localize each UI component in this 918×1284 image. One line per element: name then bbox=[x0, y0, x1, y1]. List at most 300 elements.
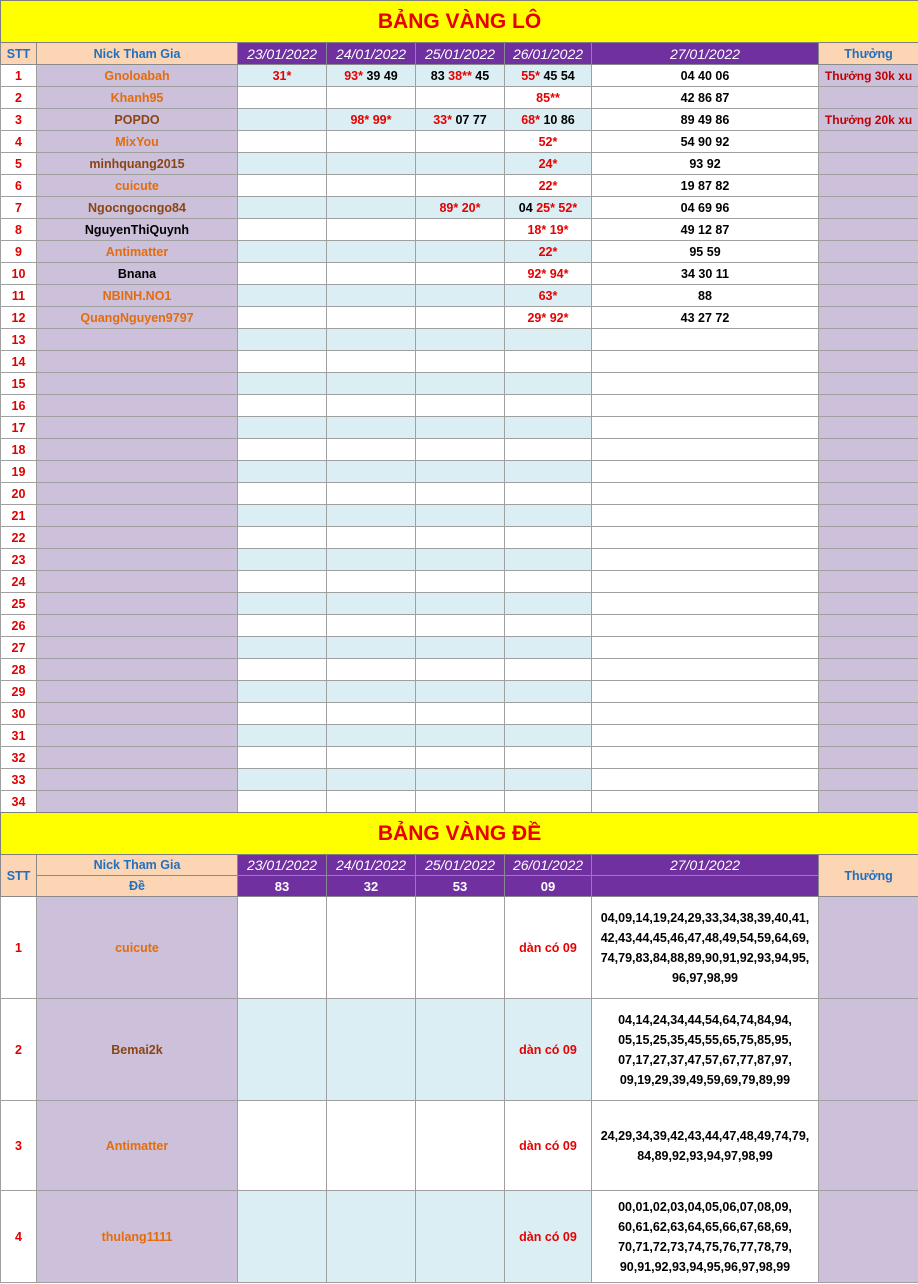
row-date-cell bbox=[327, 1101, 416, 1191]
row-date-cell bbox=[416, 175, 505, 197]
row-numbers: 04,14,24,34,44,54,64,74,84,94, 05,15,25,35,45,55,65,75,85,95, 07,17,27,37,47,57,67,77,87,97, 09,19,29,39,49,59,69,79,89,99 bbox=[592, 999, 819, 1101]
row-date-cell bbox=[327, 769, 416, 791]
row-nick bbox=[37, 439, 238, 461]
lo-header-nick: Nick Tham Gia bbox=[37, 43, 238, 65]
row-stt: 23 bbox=[1, 549, 37, 571]
row-date-cell bbox=[416, 527, 505, 549]
row-result bbox=[592, 769, 819, 791]
row-stt: 32 bbox=[1, 747, 37, 769]
row-prize bbox=[819, 505, 918, 527]
row-stt: 5 bbox=[1, 153, 37, 175]
row-stt: 11 bbox=[1, 285, 37, 307]
row-nick: NguyenThiQuynh bbox=[37, 219, 238, 241]
row-result: 42 86 87 bbox=[592, 87, 819, 109]
pick-number: 68* bbox=[521, 112, 540, 127]
row-stt: 30 bbox=[1, 703, 37, 725]
row-date-cell bbox=[505, 615, 592, 637]
row-prize bbox=[819, 747, 918, 769]
table-row bbox=[1, 747, 918, 769]
row-date-cell bbox=[505, 439, 592, 461]
table-row bbox=[1, 571, 918, 593]
row-date-cell bbox=[416, 659, 505, 681]
row-prize bbox=[819, 571, 918, 593]
row-date-cell bbox=[416, 87, 505, 109]
lo-header-date-1: 23/01/2022 bbox=[238, 43, 327, 65]
row-date-cell bbox=[416, 461, 505, 483]
row-stt: 16 bbox=[1, 395, 37, 417]
table-row bbox=[1, 241, 918, 263]
de-rows bbox=[1, 897, 918, 1283]
row-stt: 10 bbox=[1, 263, 37, 285]
row-stt: 4 bbox=[1, 131, 37, 153]
row-nick bbox=[37, 747, 238, 769]
pick-number: 25* 52* bbox=[536, 200, 578, 215]
row-date-cell bbox=[416, 637, 505, 659]
row-date-cell bbox=[327, 439, 416, 461]
row-date-cell bbox=[505, 571, 592, 593]
row-date-cell bbox=[238, 263, 327, 285]
pick-number: 33* bbox=[433, 112, 452, 127]
row-date-cell bbox=[327, 417, 416, 439]
row-stt: 9 bbox=[1, 241, 37, 263]
row-date-cell bbox=[327, 131, 416, 153]
row-stt: 8 bbox=[1, 219, 37, 241]
row-prize bbox=[819, 483, 918, 505]
row-prize bbox=[819, 439, 918, 461]
row-date-cell bbox=[238, 747, 327, 769]
row-date-cell bbox=[505, 65, 592, 87]
row-stt: 17 bbox=[1, 417, 37, 439]
row-date-cell bbox=[327, 897, 416, 999]
pick-number: 10 86 bbox=[540, 112, 575, 127]
row-prize bbox=[819, 999, 918, 1101]
row-nick bbox=[37, 417, 238, 439]
row-nick: MixYou bbox=[37, 131, 238, 153]
row-prize bbox=[819, 1191, 918, 1283]
row-date-cell bbox=[238, 373, 327, 395]
row-date-cell bbox=[327, 703, 416, 725]
row-prize bbox=[819, 263, 918, 285]
row-date-cell bbox=[505, 351, 592, 373]
row-result: 93 92 bbox=[592, 153, 819, 175]
row-stt: 24 bbox=[1, 571, 37, 593]
row-date-cell bbox=[327, 307, 416, 329]
row-date-cell bbox=[327, 637, 416, 659]
row-prize bbox=[819, 395, 918, 417]
table-row bbox=[1, 791, 918, 813]
row-date-cell bbox=[327, 1191, 416, 1283]
row-nick: Khanh95 bbox=[37, 87, 238, 109]
row-date-cell bbox=[238, 505, 327, 527]
row-dan: dàn có 09 bbox=[505, 897, 592, 999]
row-date-cell bbox=[327, 65, 416, 87]
row-nick bbox=[37, 615, 238, 637]
row-result bbox=[592, 483, 819, 505]
row-stt: 20 bbox=[1, 483, 37, 505]
row-date-cell bbox=[238, 571, 327, 593]
row-date-cell bbox=[505, 109, 592, 131]
row-date-cell bbox=[327, 263, 416, 285]
lo-title: BẢNG VÀNG LÔ bbox=[1, 1, 918, 43]
row-date-cell bbox=[238, 461, 327, 483]
row-nick: Ngocngocngo84 bbox=[37, 197, 238, 219]
row-nick bbox=[37, 593, 238, 615]
row-prize bbox=[819, 1101, 918, 1191]
row-date-cell bbox=[416, 65, 505, 87]
de-header-de-label: Đề bbox=[37, 876, 238, 897]
row-prize bbox=[819, 703, 918, 725]
row-date-cell bbox=[416, 747, 505, 769]
row-stt: 1 bbox=[1, 897, 37, 999]
row-date-cell bbox=[327, 109, 416, 131]
pick-number: 31* bbox=[272, 68, 292, 83]
row-prize bbox=[819, 681, 918, 703]
row-date-cell bbox=[505, 307, 592, 329]
row-date-cell bbox=[416, 109, 505, 131]
table-row bbox=[1, 999, 918, 1101]
row-nick bbox=[37, 681, 238, 703]
row-date-cell bbox=[238, 999, 327, 1101]
row-prize bbox=[819, 373, 918, 395]
row-date-cell bbox=[505, 637, 592, 659]
table-row bbox=[1, 527, 918, 549]
row-date-cell bbox=[327, 87, 416, 109]
row-date-cell bbox=[327, 527, 416, 549]
row-prize bbox=[819, 87, 918, 109]
row-nick bbox=[37, 373, 238, 395]
row-date-cell bbox=[327, 373, 416, 395]
row-result bbox=[592, 351, 819, 373]
table-row bbox=[1, 637, 918, 659]
pick-number: 29* 92* bbox=[527, 310, 569, 325]
row-stt: 19 bbox=[1, 461, 37, 483]
row-date-cell bbox=[327, 197, 416, 219]
row-date-cell bbox=[238, 1101, 327, 1191]
row-date-cell bbox=[505, 131, 592, 153]
row-prize bbox=[819, 791, 918, 813]
row-stt: 29 bbox=[1, 681, 37, 703]
row-stt: 1 bbox=[1, 65, 37, 87]
row-stt: 18 bbox=[1, 439, 37, 461]
table-row bbox=[1, 483, 918, 505]
de-header-stt: STT bbox=[1, 855, 37, 897]
row-numbers: 24,29,34,39,42,43,44,47,48,49,74,79, 84,89,92,93,94,97,98,99 bbox=[592, 1101, 819, 1191]
row-date-cell bbox=[327, 615, 416, 637]
row-date-cell bbox=[505, 395, 592, 417]
row-stt: 3 bbox=[1, 109, 37, 131]
row-date-cell bbox=[416, 241, 505, 263]
row-date-cell bbox=[416, 999, 505, 1101]
row-prize bbox=[819, 175, 918, 197]
row-date-cell bbox=[238, 703, 327, 725]
row-nick bbox=[37, 461, 238, 483]
row-result: 89 49 86 bbox=[592, 109, 819, 131]
row-date-cell bbox=[505, 725, 592, 747]
row-date-cell bbox=[238, 769, 327, 791]
row-stt: 6 bbox=[1, 175, 37, 197]
row-result: 43 27 72 bbox=[592, 307, 819, 329]
row-nick: Gnoloabah bbox=[37, 65, 238, 87]
row-prize bbox=[819, 131, 918, 153]
row-date-cell bbox=[416, 197, 505, 219]
table-row bbox=[1, 703, 918, 725]
row-date-cell bbox=[327, 549, 416, 571]
de-result-4: 09 bbox=[505, 876, 592, 897]
table-row bbox=[1, 263, 918, 285]
row-stt: 4 bbox=[1, 1191, 37, 1283]
row-date-cell bbox=[416, 439, 505, 461]
row-date-cell bbox=[505, 769, 592, 791]
pick-number: 89* 20* bbox=[439, 200, 481, 215]
pick-number: 18* 19* bbox=[527, 222, 569, 237]
row-date-cell bbox=[327, 659, 416, 681]
row-result: 54 90 92 bbox=[592, 131, 819, 153]
row-nick bbox=[37, 505, 238, 527]
row-prize bbox=[819, 351, 918, 373]
table-row bbox=[1, 175, 918, 197]
table-row bbox=[1, 153, 918, 175]
row-nick: cuicute bbox=[37, 175, 238, 197]
row-stt: 31 bbox=[1, 725, 37, 747]
row-stt: 12 bbox=[1, 307, 37, 329]
row-date-cell bbox=[327, 175, 416, 197]
lo-header-date-5: 27/01/2022 bbox=[592, 43, 819, 65]
row-date-cell bbox=[238, 197, 327, 219]
pick-number: 38** bbox=[448, 68, 472, 83]
pick-number: 45 bbox=[471, 68, 490, 83]
table-row bbox=[1, 373, 918, 395]
row-date-cell bbox=[238, 285, 327, 307]
pick-number: 22* bbox=[538, 244, 558, 259]
row-date-cell bbox=[505, 703, 592, 725]
table-row bbox=[1, 1101, 918, 1191]
row-date-cell bbox=[416, 131, 505, 153]
table-row bbox=[1, 681, 918, 703]
de-title: BẢNG VÀNG ĐỀ bbox=[1, 813, 918, 855]
pick-number: 45 54 bbox=[540, 68, 575, 83]
row-date-cell bbox=[238, 109, 327, 131]
row-date-cell bbox=[416, 593, 505, 615]
table-row bbox=[1, 219, 918, 241]
row-stt: 7 bbox=[1, 197, 37, 219]
row-date-cell bbox=[327, 999, 416, 1101]
row-date-cell bbox=[238, 659, 327, 681]
table-row bbox=[1, 659, 918, 681]
de-result-3: 53 bbox=[416, 876, 505, 897]
lo-header-stt: STT bbox=[1, 43, 37, 65]
row-nick bbox=[37, 659, 238, 681]
table-row bbox=[1, 65, 918, 87]
row-date-cell bbox=[505, 219, 592, 241]
row-date-cell bbox=[505, 659, 592, 681]
row-date-cell bbox=[416, 483, 505, 505]
row-prize bbox=[819, 461, 918, 483]
row-prize: Thưởng 20k xu bbox=[819, 109, 918, 131]
table-row bbox=[1, 417, 918, 439]
row-result bbox=[592, 725, 819, 747]
pick-number: 24* bbox=[538, 156, 558, 171]
row-prize bbox=[819, 219, 918, 241]
row-date-cell bbox=[327, 461, 416, 483]
row-date-cell bbox=[416, 615, 505, 637]
pick-number: 92* 94* bbox=[527, 266, 569, 281]
table-row bbox=[1, 505, 918, 527]
row-date-cell bbox=[327, 241, 416, 263]
row-result: 04 69 96 bbox=[592, 197, 819, 219]
row-prize bbox=[819, 593, 918, 615]
row-result bbox=[592, 681, 819, 703]
pick-number: 22* bbox=[538, 178, 558, 193]
row-date-cell bbox=[327, 725, 416, 747]
row-date-cell bbox=[416, 263, 505, 285]
row-date-cell bbox=[238, 395, 327, 417]
row-date-cell bbox=[327, 791, 416, 813]
pick-number: 98* 99* bbox=[350, 112, 392, 127]
row-stt: 34 bbox=[1, 791, 37, 813]
row-date-cell bbox=[505, 87, 592, 109]
row-result bbox=[592, 637, 819, 659]
row-date-cell bbox=[238, 637, 327, 659]
row-date-cell bbox=[505, 241, 592, 263]
row-dan: dàn có 09 bbox=[505, 1191, 592, 1283]
row-result bbox=[592, 549, 819, 571]
row-nick: minhquang2015 bbox=[37, 153, 238, 175]
row-date-cell bbox=[416, 1191, 505, 1283]
row-date-cell bbox=[327, 681, 416, 703]
table-row bbox=[1, 1191, 918, 1283]
row-result: 19 87 82 bbox=[592, 175, 819, 197]
table-row bbox=[1, 351, 918, 373]
row-date-cell bbox=[416, 417, 505, 439]
de-header-date-1: 23/01/2022 bbox=[238, 855, 327, 876]
row-prize bbox=[819, 241, 918, 263]
row-nick bbox=[37, 329, 238, 351]
row-prize bbox=[819, 527, 918, 549]
row-date-cell bbox=[505, 681, 592, 703]
row-stt: 28 bbox=[1, 659, 37, 681]
pick-number: 55* bbox=[521, 68, 540, 83]
row-result bbox=[592, 505, 819, 527]
row-result bbox=[592, 329, 819, 351]
row-date-cell bbox=[327, 571, 416, 593]
row-date-cell bbox=[238, 153, 327, 175]
row-stt: 3 bbox=[1, 1101, 37, 1191]
table-row bbox=[1, 285, 918, 307]
table-row bbox=[1, 329, 918, 351]
row-nick bbox=[37, 769, 238, 791]
row-date-cell bbox=[505, 417, 592, 439]
row-date-cell bbox=[238, 549, 327, 571]
row-date-cell bbox=[416, 703, 505, 725]
row-date-cell bbox=[238, 65, 327, 87]
row-prize bbox=[819, 659, 918, 681]
row-result bbox=[592, 747, 819, 769]
row-date-cell bbox=[416, 329, 505, 351]
row-date-cell bbox=[416, 395, 505, 417]
row-date-cell bbox=[505, 373, 592, 395]
row-nick: POPDO bbox=[37, 109, 238, 131]
row-date-cell bbox=[327, 483, 416, 505]
row-date-cell bbox=[416, 769, 505, 791]
row-nick: NBINH.NO1 bbox=[37, 285, 238, 307]
row-stt: 2 bbox=[1, 87, 37, 109]
row-result bbox=[592, 571, 819, 593]
row-date-cell bbox=[416, 285, 505, 307]
row-date-cell bbox=[505, 197, 592, 219]
row-stt: 21 bbox=[1, 505, 37, 527]
row-date-cell bbox=[327, 505, 416, 527]
row-date-cell bbox=[505, 175, 592, 197]
table-row bbox=[1, 395, 918, 417]
row-result: 34 30 11 bbox=[592, 263, 819, 285]
row-nick: QuangNguyen9797 bbox=[37, 307, 238, 329]
row-result bbox=[592, 417, 819, 439]
row-stt: 33 bbox=[1, 769, 37, 791]
row-result bbox=[592, 461, 819, 483]
lo-header-date-4: 26/01/2022 bbox=[505, 43, 592, 65]
table-row bbox=[1, 549, 918, 571]
row-date-cell bbox=[238, 681, 327, 703]
de-header-date-3: 25/01/2022 bbox=[416, 855, 505, 876]
row-stt: 27 bbox=[1, 637, 37, 659]
row-date-cell bbox=[238, 219, 327, 241]
row-date-cell bbox=[238, 527, 327, 549]
row-result bbox=[592, 395, 819, 417]
row-date-cell bbox=[416, 681, 505, 703]
row-date-cell bbox=[505, 593, 592, 615]
row-result: 04 40 06 bbox=[592, 65, 819, 87]
pick-number: 07 77 bbox=[452, 112, 487, 127]
de-result-5 bbox=[592, 876, 819, 897]
row-date-cell bbox=[238, 593, 327, 615]
row-date-cell bbox=[416, 219, 505, 241]
row-result bbox=[592, 659, 819, 681]
row-date-cell bbox=[416, 153, 505, 175]
table-row bbox=[1, 593, 918, 615]
row-date-cell bbox=[238, 791, 327, 813]
row-date-cell bbox=[505, 483, 592, 505]
row-prize bbox=[819, 329, 918, 351]
row-nick bbox=[37, 395, 238, 417]
row-nick bbox=[37, 549, 238, 571]
row-prize bbox=[819, 285, 918, 307]
pick-number: 85** bbox=[536, 90, 560, 105]
table-row bbox=[1, 131, 918, 153]
row-prize bbox=[819, 153, 918, 175]
row-dan: dàn có 09 bbox=[505, 999, 592, 1101]
table-row bbox=[1, 439, 918, 461]
row-stt: 15 bbox=[1, 373, 37, 395]
de-table bbox=[0, 812, 918, 1283]
row-result bbox=[592, 527, 819, 549]
row-nick: Antimatter bbox=[37, 241, 238, 263]
row-result bbox=[592, 593, 819, 615]
row-numbers: 04,09,14,19,24,29,33,34,38,39,40,41, 42,43,44,45,46,47,48,49,54,59,64,69, 74,79,83,84,88,89,90,91,92,93,94,95, 96,97,98,99 bbox=[592, 897, 819, 999]
row-prize: Thưởng 30k xu bbox=[819, 65, 918, 87]
table-row bbox=[1, 197, 918, 219]
row-date-cell bbox=[416, 505, 505, 527]
table-row bbox=[1, 769, 918, 791]
row-prize bbox=[819, 725, 918, 747]
row-result: 49 12 87 bbox=[592, 219, 819, 241]
row-date-cell bbox=[327, 747, 416, 769]
row-prize bbox=[819, 769, 918, 791]
row-nick bbox=[37, 703, 238, 725]
row-stt: 13 bbox=[1, 329, 37, 351]
row-date-cell bbox=[327, 153, 416, 175]
row-nick bbox=[37, 725, 238, 747]
row-date-cell bbox=[327, 593, 416, 615]
